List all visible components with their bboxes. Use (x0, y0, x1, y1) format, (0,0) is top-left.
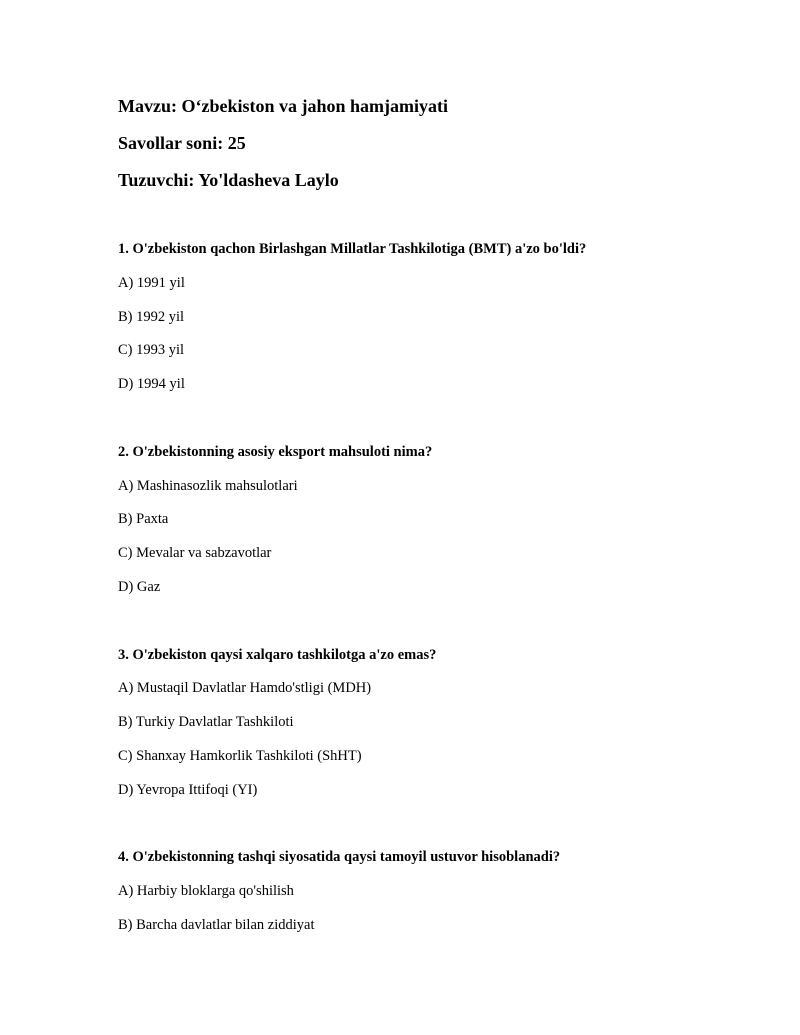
question-1-option-c: C) 1993 yil (118, 342, 185, 358)
question-2-option-a: A) Mashinasozlik mahsulotlari (118, 478, 298, 494)
question-2-option-d: D) Gaz (118, 579, 161, 595)
author-heading: Tuzuvchi: Yo'ldasheva Laylo (118, 170, 339, 190)
question-1-option-d: D) 1994 yil (118, 376, 185, 392)
question-2: 2. O'zbekistonning asosiy eksport mahsuloti nima? (118, 444, 433, 460)
question-count-heading: Savollar soni: 25 (118, 133, 246, 153)
question-3-option-d: D) Yevropa Ittifoqi (YI) (118, 782, 258, 798)
question-3-option-a: A) Mustaqil Davlatlar Hamdo'stligi (MDH) (118, 680, 372, 696)
question-4-option-b: B) Barcha davlatlar bilan ziddiyat (118, 917, 315, 933)
topic-heading: Mavzu: O‘zbekiston va jahon hamjamiyati (118, 96, 448, 116)
question-1-option-b: B) 1992 yil (118, 309, 185, 325)
question-4-option-a: A) Harbiy bloklarga qo'shilish (118, 883, 294, 899)
question-1-option-a: A) 1991 yil (118, 275, 185, 291)
question-2-option-c: C) Mevalar va sabzavotlar (118, 545, 272, 561)
question-3: 3. O'zbekiston qaysi xalqaro tashkilotga a'zo emas? (118, 647, 437, 663)
question-4: 4. O'zbekistonning tashqi siyosatida qaysi tamoyil ustuvor hisoblanadi? (118, 849, 561, 865)
question-2-option-b: B) Paxta (118, 511, 169, 527)
question-3-option-b: B) Turkiy Davlatlar Tashkiloti (118, 714, 294, 730)
question-3-option-c: C) Shanxay Hamkorlik Tashkiloti (ShHT) (118, 748, 362, 764)
question-1: 1. O'zbekiston qachon Birlashgan Millatlar Tashkilotiga (BMT) a'zo bo'ldi? (118, 241, 587, 257)
